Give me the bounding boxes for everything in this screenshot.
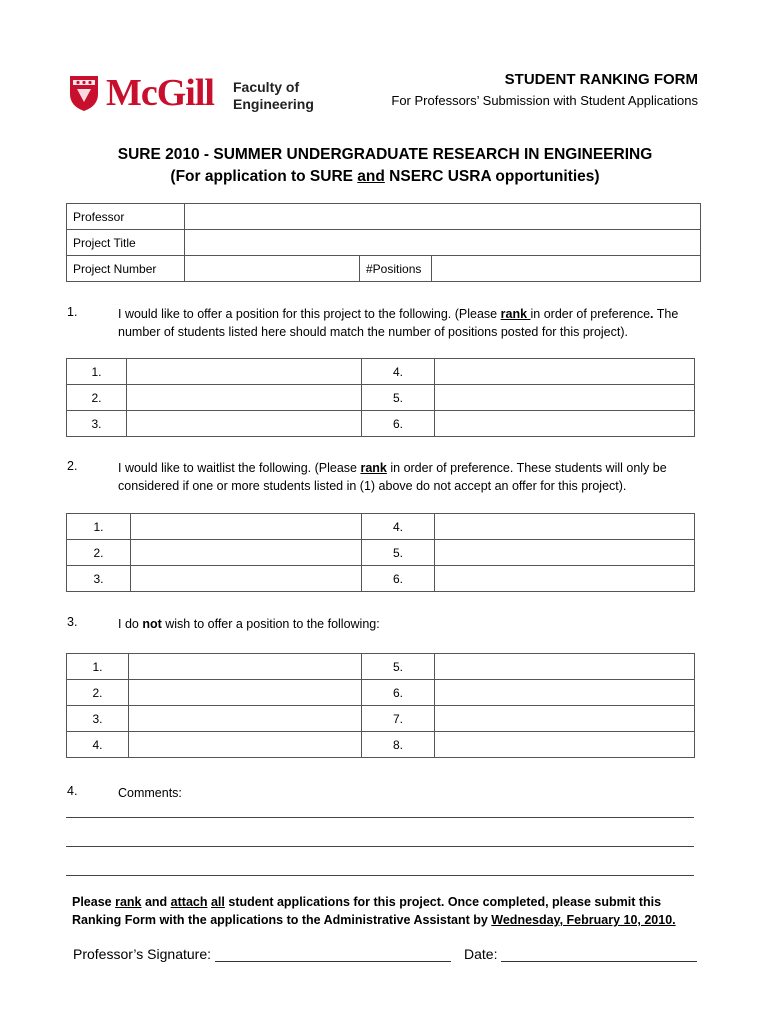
student-field[interactable]	[131, 514, 362, 540]
rank-number: 4.	[67, 732, 129, 758]
student-field[interactable]	[129, 654, 362, 680]
rank-number: 5.	[362, 540, 435, 566]
mcgill-logo	[68, 72, 318, 116]
section2-instructions: I would like to waitlist the following. (Please rank in order of preference. These students will only be considered if one or more students listed in (1) above do not accept an offer for this project).	[118, 461, 667, 493]
table-row	[67, 540, 695, 566]
student-field[interactable]	[435, 654, 695, 680]
student-field[interactable]	[129, 706, 362, 732]
student-field[interactable]	[435, 411, 695, 437]
comments-label: Comments:	[118, 786, 182, 800]
section1-table	[66, 358, 695, 437]
rank-number: 1.	[67, 359, 127, 385]
section2-table	[66, 513, 695, 592]
student-field[interactable]	[435, 540, 695, 566]
rank-number: 8.	[362, 732, 435, 758]
positions-field[interactable]	[432, 256, 701, 282]
student-field[interactable]	[127, 385, 362, 411]
section1-number: 1.	[67, 305, 78, 319]
rank-number: 4.	[362, 359, 435, 385]
student-field[interactable]	[129, 732, 362, 758]
rank-number: 5.	[362, 385, 435, 411]
rank-number: 3.	[67, 566, 131, 592]
date-label: Date:	[464, 946, 498, 962]
student-field[interactable]	[435, 566, 695, 592]
rank-number: 1.	[67, 514, 131, 540]
comment-line[interactable]	[66, 875, 694, 876]
form-title: STUDENT RANKING FORM	[504, 71, 698, 88]
project-title-field[interactable]	[185, 230, 701, 256]
student-field[interactable]	[131, 540, 362, 566]
table-row	[67, 385, 695, 411]
table-row	[67, 566, 695, 592]
professor-field[interactable]	[185, 204, 701, 230]
project-info-table	[66, 203, 701, 282]
project-number-label: Project Number	[67, 256, 185, 282]
professor-label: Professor	[67, 204, 185, 230]
comment-line[interactable]	[66, 846, 694, 847]
rank-number: 2.	[67, 385, 127, 411]
faculty-name: Faculty of Engineering	[233, 79, 314, 112]
positions-label: #Positions	[360, 256, 432, 282]
mcgill-crest-icon	[68, 74, 100, 112]
student-field[interactable]	[435, 359, 695, 385]
signature-label: Professor’s Signature:	[73, 946, 211, 962]
project-title-label: Project Title	[67, 230, 185, 256]
table-row	[67, 411, 695, 437]
table-row	[67, 514, 695, 540]
student-field[interactable]	[435, 680, 695, 706]
rank-number: 5.	[362, 654, 435, 680]
page-title: SURE 2010 - SUMMER UNDERGRADUATE RESEARCH IN ENGINEERING (For application to SURE and NSERC USRA opportunities)	[117, 146, 653, 185]
table-row	[67, 680, 695, 706]
section4-number: 4.	[67, 784, 78, 798]
rank-number: 2.	[67, 540, 131, 566]
section3-instructions: I do not wish to offer a position to the following:	[118, 617, 380, 631]
section1-instructions: I would like to offer a position for this project to the following. (Please rank in order of preference. The number of students listed here should match the number of positions posted for this project).	[118, 307, 679, 339]
rank-number: 2.	[67, 680, 129, 706]
student-field[interactable]	[127, 359, 362, 385]
section3-number: 3.	[67, 615, 78, 629]
project-number-field[interactable]	[185, 256, 360, 282]
student-field[interactable]	[435, 385, 695, 411]
rank-number: 7.	[362, 706, 435, 732]
section3-table	[66, 653, 695, 758]
signature-row	[73, 946, 451, 962]
table-row	[67, 359, 695, 385]
rank-number: 1.	[67, 654, 129, 680]
form-subtitle: For Professors’ Submission with Student Applications	[391, 93, 698, 108]
student-field[interactable]	[131, 566, 362, 592]
rank-number: 3.	[67, 411, 127, 437]
table-row	[67, 706, 695, 732]
date-field[interactable]	[501, 947, 697, 962]
rank-number: 6.	[362, 680, 435, 706]
submission-instructions: Please rank and attach all student applications for this project. Once completed, please submit this Ranking Form with the applications to the Administrative Assistant by Wednesday, February 10, 2010.	[72, 895, 676, 927]
student-field[interactable]	[435, 706, 695, 732]
date-row	[464, 946, 697, 962]
student-field[interactable]	[127, 411, 362, 437]
signature-field[interactable]	[215, 947, 451, 962]
table-row	[67, 732, 695, 758]
rank-number: 4.	[362, 514, 435, 540]
student-field[interactable]	[435, 732, 695, 758]
table-row	[67, 654, 695, 680]
mcgill-wordmark: McGill	[106, 72, 214, 114]
rank-number: 3.	[67, 706, 129, 732]
section2-number: 2.	[67, 459, 78, 473]
student-field[interactable]	[129, 680, 362, 706]
rank-number: 6.	[362, 411, 435, 437]
rank-number: 6.	[362, 566, 435, 592]
student-field[interactable]	[435, 514, 695, 540]
comment-line[interactable]	[66, 817, 694, 818]
